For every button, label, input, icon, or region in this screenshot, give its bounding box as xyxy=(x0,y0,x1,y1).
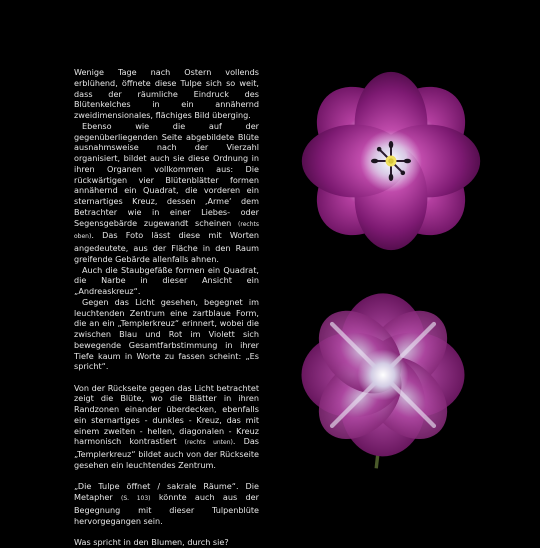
paragraph-2: Ebenso wie die auf der gegenüberliegenden Seite abgebildete Blüte ausnahmsweise nach der Vierzahl organisiert, bildet auch sie diese Ordnung in ihren Organen vollkommen aus: Die rückwärtigen vier Blütenblätter formen annähernd ein Quadrat, die vorderen ein sternartiges Kreuz, dessen ‚Arme‘ dem Betrachter wie in einer Liebes- oder Segensgebärde zugewandt scheinen (rechts oben). Das Foto lässt diese mit Worten angedeutete, aus der Fläche in den Raum greifende Gebärde allenfalls ahnen. xyxy=(74,120,259,264)
paragraph-3: Auch die Staubgefäße formen ein Quadrat, die Narbe in dieser Ansicht ein „Andreaskreuz“. xyxy=(74,264,259,296)
paragraph-6: „Die Tulpe öffnet / sakrale Räume“. Die Metapher (S. 103) könnte auch aus der Begegnung mit dieser Tulpenblüte hervorgegangen sein. xyxy=(74,481,259,526)
paragraph-1: Wenige Tage nach Ostern vollends erblühend, öffnete diese Tulpe sich so weit, dass der räumliche Eindruck des Blütenkelches in ein annähernd zweidimensionales, flächiges Bild überging. xyxy=(74,67,259,120)
tulip-back-photo xyxy=(298,290,468,470)
paragraph-4: Gegen das Licht gesehen, begegnet im leuchtenden Zentrum eine zartblaue Form, die an ein „Templerkreuz“ erinnert, wobei die zwischen Blau und Rot im Violett sich bewegende Gesamtfarbstimmung in ihrer Tiefe kaum in Worte zu fassen scheint: „Es spricht“. xyxy=(74,296,259,372)
tulip-front-photo xyxy=(300,70,482,252)
paragraph-7: Was spricht in den Blumen, durch sie? xyxy=(74,537,229,548)
paragraph-5: Von der Rückseite gegen das Licht betrachtet zeigt die Blüte, wo die Blätter in ihren Randzonen einander überdecken, ebenfalls ein sternartiges - dunkles - Kreuz, das mit einem zweiten - hellen, diagonalen - Kreuz harmonisch kontrastiert (rechts unten). Das „Templerkreuz“ bildet auch von der Rückseite gesehen ein leuchtendes Zentrum. xyxy=(74,382,259,470)
figure-reference: (rechts unten) xyxy=(184,439,233,447)
figure-reference: (rechts oben) xyxy=(74,220,259,241)
body-text xyxy=(74,67,259,548)
page-reference: (S. 103) xyxy=(121,495,151,503)
